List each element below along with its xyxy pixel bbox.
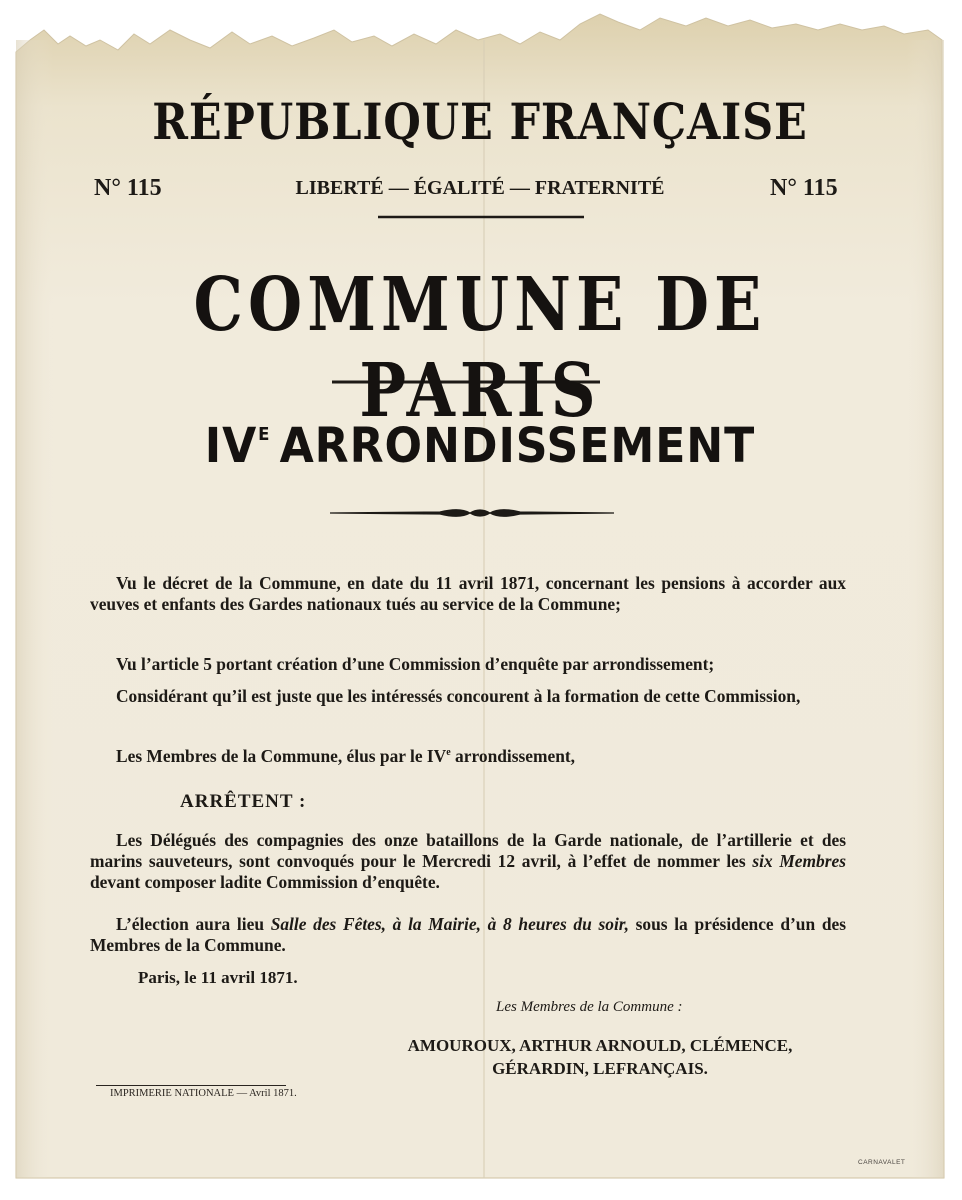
archive-stamp: CARNAVALET (858, 1159, 906, 1166)
district-suffix: E (258, 424, 271, 445)
signature-names (380, 1034, 820, 1080)
paragraph-members (90, 742, 846, 767)
commune-title: COMMUNE DE PARIS (193, 262, 767, 434)
members-text-end: arrondissement, (450, 745, 576, 766)
delegates-italic: six Membres (752, 851, 846, 871)
arretent-heading: ARRÊTENT : (180, 791, 307, 812)
date-line: Paris, le 11 avril 1871. (138, 968, 298, 987)
delegates-text-end: devant composer ladite Commission d’enquête. (90, 872, 440, 892)
delegates-text: Les Délégués des compagnies des onze bataillons de la Garde nationale, de l’artillerie et des marins sauveteurs, sont convoqués pour le Mercredi 12 avril, à l’effet de nommer les (90, 830, 846, 871)
paragraph-election (90, 914, 846, 956)
election-text: L’élection aura lieu (116, 914, 271, 934)
district-numeral: IV (204, 418, 258, 474)
national-motto: LIBERTÉ — ÉGALITÉ — FRATERNITÉ (295, 177, 665, 199)
printer-rule (96, 1085, 286, 1086)
signature-names-line2: GÉRARDIN, LEFRANÇAIS. (492, 1059, 708, 1078)
paragraph-delegates (90, 830, 846, 893)
paragraph-decree: Vu le décret de la Commune, en date du 11 avril 1871, concernant les pensions à accorder aux veuves et enfants des Gardes nationaux tués au service de la Commune; (90, 573, 846, 614)
district-title (167, 418, 793, 474)
members-text: Les Membres de la Commune, élus par le IV (116, 745, 447, 766)
paragraph-article: Vu l’article 5 portant création d’une Commission d’enquête par arrondissement; (116, 654, 715, 674)
signature-intro: Les Membres de la Commune : (496, 999, 683, 1015)
district-word: ARRONDISSEMENT (279, 418, 756, 474)
signature-names-line1: AMOUROUX, ARTHUR ARNOULD, CLÉMENCE, (407, 1036, 793, 1055)
paragraph-considerant: Considérant qu’il est juste que les intéressés concourent à la formation de cette Commission, (116, 686, 801, 706)
poster-number-right: N° 115 (770, 175, 838, 201)
poster-number-left: N° 115 (94, 175, 162, 201)
members-superscript: e (446, 747, 451, 758)
printer-imprint: IMPRIMERIE NATIONALE — Avril 1871. (110, 1088, 297, 1099)
election-text-end: sous la présidence d’un des Membres de la Commune. (90, 914, 847, 955)
election-italic: Salle des Fêtes, à la Mairie, à 8 heures du soir, (270, 914, 629, 934)
republic-heading: RÉPUBLIQUE FRANÇAISE (152, 92, 808, 151)
